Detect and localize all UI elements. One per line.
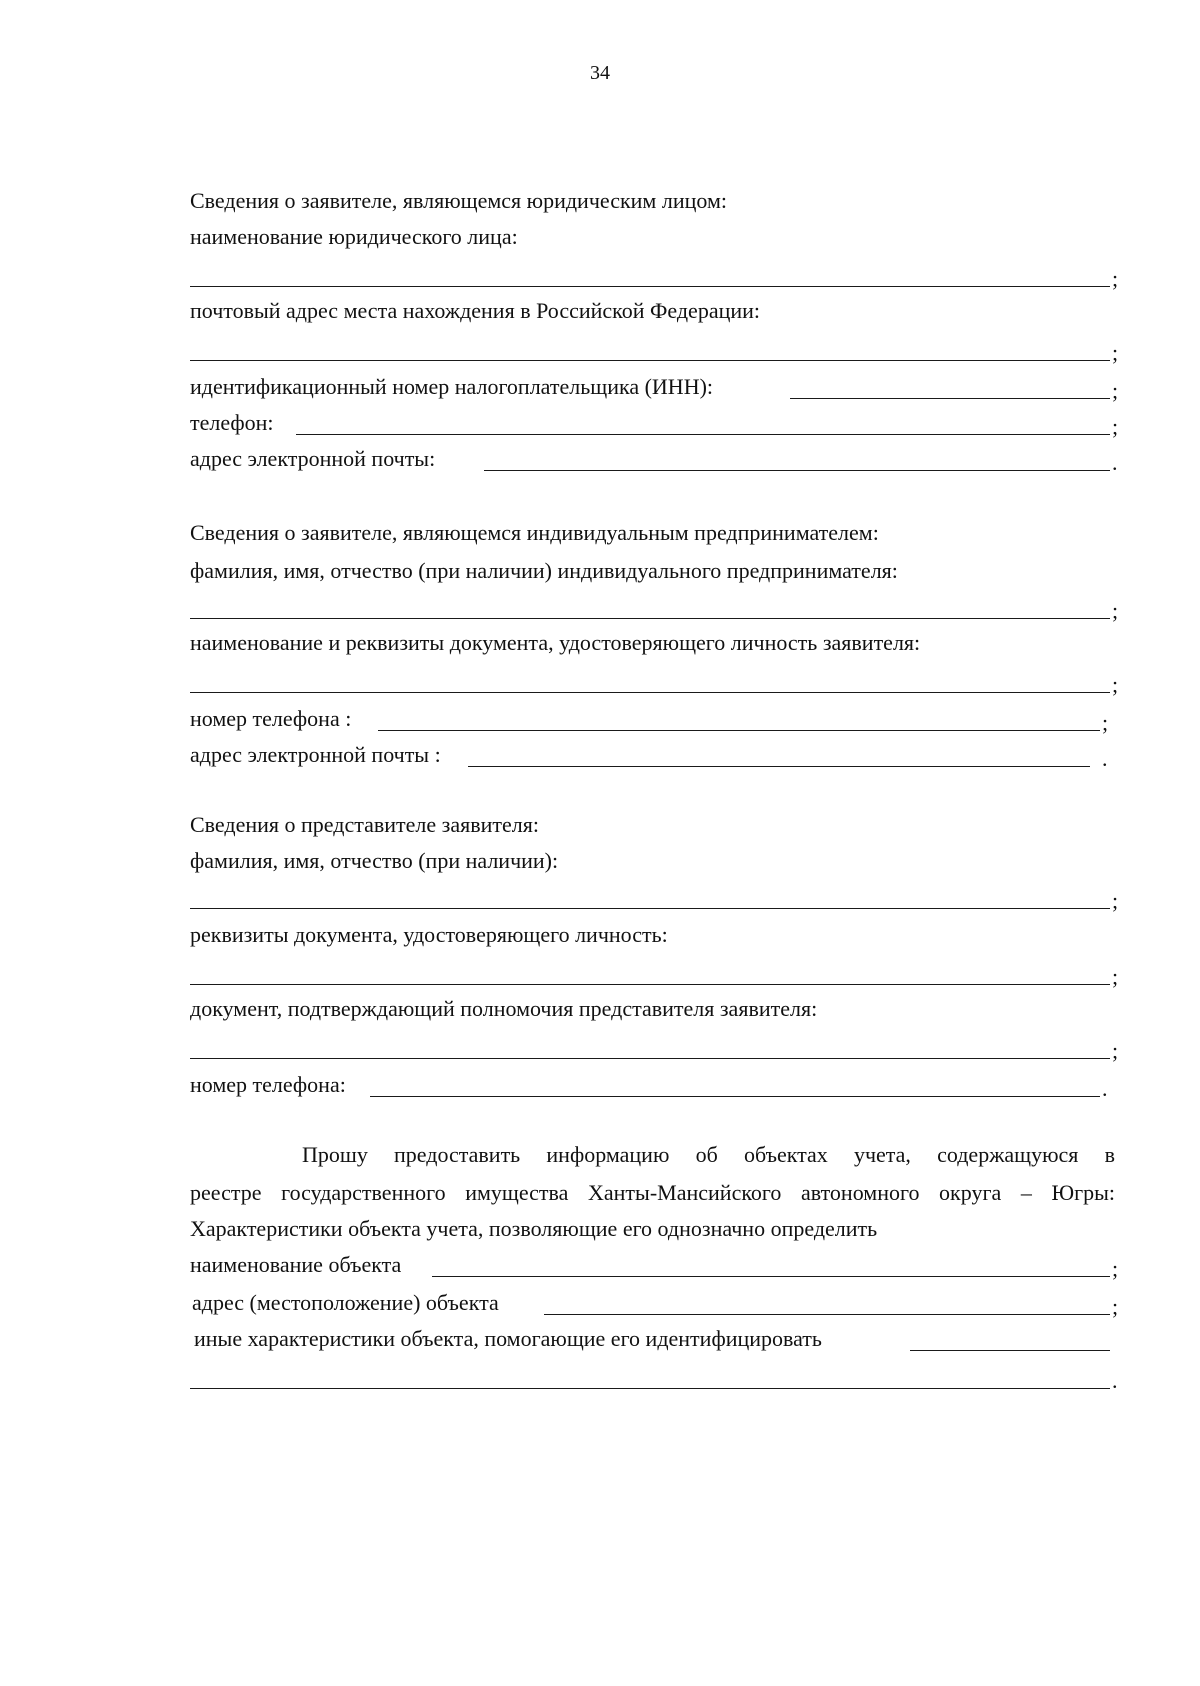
object-address-field[interactable] bbox=[544, 1314, 1110, 1315]
entrepreneur-email-end: . bbox=[1102, 746, 1108, 771]
entrepreneur-email-label: адрес электронной почты : bbox=[190, 742, 441, 767]
object-other-field-continued[interactable] bbox=[190, 1388, 1110, 1389]
legal-entity-phone-field[interactable] bbox=[296, 434, 1110, 435]
representative-phone-field[interactable] bbox=[370, 1096, 1100, 1097]
representative-authority-field[interactable] bbox=[190, 1058, 1110, 1059]
representative-phone-end: . bbox=[1102, 1076, 1108, 1101]
object-name-field[interactable] bbox=[432, 1276, 1110, 1277]
legal-entity-email-field[interactable] bbox=[484, 470, 1110, 471]
legal-entity-email-end: . bbox=[1112, 450, 1118, 475]
legal-entity-heading: Сведения о заявителе, являющемся юридическим лицом: bbox=[190, 188, 727, 213]
object-address-label: адрес (местоположение) объекта bbox=[192, 1290, 499, 1315]
page-number: 34 bbox=[590, 62, 610, 84]
entrepreneur-email-field[interactable] bbox=[468, 766, 1090, 767]
entrepreneur-name-end: ; bbox=[1112, 598, 1119, 623]
legal-entity-name-field[interactable] bbox=[190, 286, 1110, 287]
representative-id-field[interactable] bbox=[190, 984, 1110, 985]
representative-id-end: ; bbox=[1112, 964, 1119, 989]
legal-entity-phone-end: ; bbox=[1112, 414, 1119, 439]
representative-name-label: фамилия, имя, отчество (при наличии): bbox=[190, 848, 559, 873]
entrepreneur-phone-end: ; bbox=[1102, 710, 1109, 735]
object-other-field[interactable] bbox=[910, 1350, 1110, 1351]
legal-entity-email-label: адрес электронной почты: bbox=[190, 446, 436, 471]
representative-name-field[interactable] bbox=[190, 908, 1110, 909]
legal-entity-address-field[interactable] bbox=[190, 360, 1110, 361]
representative-authority-label: документ, подтверждающий полномочия представителя заявителя: bbox=[190, 996, 818, 1021]
object-name-end: ; bbox=[1112, 1256, 1119, 1281]
object-other-label: иные характеристики объекта, помогающие его идентифицировать bbox=[194, 1326, 822, 1351]
legal-entity-address-end: ; bbox=[1112, 340, 1119, 365]
legal-entity-inn-end: ; bbox=[1112, 378, 1119, 403]
entrepreneur-document-label: наименование и реквизиты документа, удостоверяющего личность заявителя: bbox=[190, 630, 921, 655]
legal-entity-address-label: почтовый адрес места нахождения в Российской Федерации: bbox=[190, 298, 761, 323]
entrepreneur-document-end: ; bbox=[1112, 672, 1119, 697]
representative-id-label: реквизиты документа, удостоверяющего личность: bbox=[190, 922, 668, 947]
representative-phone-label: номер телефона: bbox=[190, 1072, 346, 1097]
representative-name-end: ; bbox=[1112, 888, 1119, 913]
entrepreneur-document-field[interactable] bbox=[190, 692, 1110, 693]
request-line-3: Характеристики объекта учета, позволяющие его однозначно определить bbox=[190, 1216, 878, 1241]
legal-entity-phone-label: телефон: bbox=[190, 410, 274, 435]
object-name-label: наименование объекта bbox=[190, 1252, 402, 1277]
object-address-end: ; bbox=[1112, 1294, 1119, 1319]
legal-entity-inn-label: идентификационный номер налогоплательщика (ИНН): bbox=[190, 374, 714, 399]
representative-heading: Сведения о представителе заявителя: bbox=[190, 812, 539, 837]
legal-entity-name-end: ; bbox=[1112, 266, 1119, 291]
object-other-end: . bbox=[1112, 1368, 1118, 1393]
entrepreneur-heading: Сведения о заявителе, являющемся индивидуальным предпринимателем: bbox=[190, 520, 879, 545]
legal-entity-inn-field[interactable] bbox=[790, 398, 1110, 399]
entrepreneur-name-field[interactable] bbox=[190, 618, 1110, 619]
entrepreneur-phone-label: номер телефона : bbox=[190, 706, 352, 731]
request-line-2: реестре государственного имущества Ханты-Мансийского автономного округа – Югры: bbox=[190, 1180, 1115, 1205]
entrepreneur-phone-field[interactable] bbox=[378, 730, 1100, 731]
request-line-1: Прошу предоставить информацию об объектах учета, содержащуюся в bbox=[302, 1142, 1115, 1167]
legal-entity-name-label: наименование юридического лица: bbox=[190, 224, 518, 249]
entrepreneur-name-label: фамилия, имя, отчество (при наличии) индивидуального предпринимателя: bbox=[190, 558, 898, 583]
representative-authority-end: ; bbox=[1112, 1038, 1119, 1063]
